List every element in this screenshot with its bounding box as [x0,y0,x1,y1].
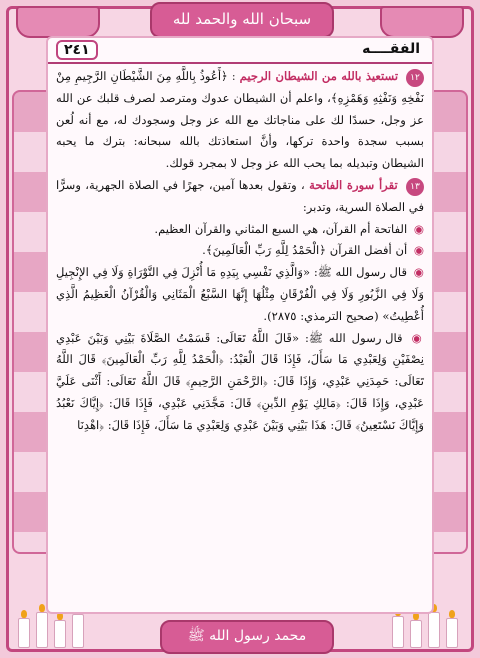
open-book-ornament-left [16,6,100,38]
bullet-text: قال رسول الله ﷺ: «وَالَّذِي نَفْسِي بِيَدِهِ مَا أُنْزِلَ فِي التَّوْرَاةِ وَلَا فِي الإِنْجِيلِ وَلَا فِي الزَّبُورِ وَلَا فِي الْفُرْقَانِ مِثْلُهَا إِنَّهَا السَّبْعُ الْمَثَانِي وَالْقُرْآنُ الْعَظِيمُ الَّذِي أُعْطِيتُ» (صحيح الترمذي: ٢٨٧٥). [56,265,424,323]
paragraph-heading: تستعيذ بالله من الشيطان الرجيم [239,69,399,83]
bullet-item [56,262,424,327]
page-content [46,36,434,614]
bullet-text: الفاتحة أم القرآن، هي السبع المثاني والقرآن العظيم. [154,221,408,236]
open-book-ornament-right [380,6,464,38]
section-title: الفقــــه [362,41,420,57]
bullet-icon: ◉ [413,265,424,280]
body-text [56,66,424,608]
paragraph-number-badge: ١٢ [406,69,424,87]
paragraph-heading: تقرأ سورة الفاتحة [309,177,398,192]
bullet-item [56,240,424,262]
bullet-item [56,328,424,437]
paragraph-text: ، وتقول بعدها آمين، جهرًا في الصلاة الجهرية، وسرًّا في الصلاة السرية، وتدبر: [56,177,424,214]
top-banner: سبحان الله والحمد لله [150,2,334,38]
page-header [48,38,432,64]
paragraph-number-badge: ١٣ [406,178,424,196]
bullet-text: قال رسول الله ﷺ: «قَالَ اللَّهُ تَعَالَى: قَسَمْتُ الصَّلَاةَ بَيْنِي وَبَيْنَ عَبْدِي نِصْفَيْنِ وَلِعَبْدِي مَا سَأَلَ، فَإِذَا قَالَ الْعَبْدُ: ﴿الْحَمْدُ لِلَّهِ رَبِّ الْعَالَمِينَ﴾ قَالَ اللَّهُ تَعَالَى: حَمِدَنِي عَبْدِي، وَإِذَا قَالَ: ﴿الرَّحْمَنِ الرَّحِيمِ﴾ قَالَ اللَّهُ تَعَالَى: أَثْنَى عَلَيَّ عَبْدِي، وَإِذَا قَالَ: ﴿مَالِكِ يَوْمِ الدِّينِ﴾ قَالَ: مَجَّدَنِي عَبْدِي، فَإِذَا قَالَ: ﴿إِيَّاكَ نَعْبُدُ وَإِيَّاكَ نَسْتَعِينُ﴾ قَالَ: هَذَا بَيْنِي وَبَيْنَ عَبْدِي وَلِعَبْدِي مَا سَأَلَ، فَإِذَا قَالَ: ﴿اهْدِنَا [56,330,424,432]
bullet-icon: ◉ [411,330,424,345]
bullet-item [56,219,424,241]
paragraph-13 [56,175,424,219]
paragraph-12: ١٢ تستعيذ بالله من الشيطان الرجيم : ﴿أَعُوذُ بِاللَّهِ مِنَ الشَّيْطَانِ الرَّجِيمِ مِنْ نَفْخِهِ وَنَفْثِهِ وَهَمْزِهِ﴾، واعلم أن الشيطان عدوك ومترصد لصرف قلبك عن الله عز وجل، حسدًا لك على مناجاتك مع الله عز وجل وسجودك له، مع أنه لُعن بسبب سجدة واحدة تركها، وأنَّ استعاذتك بالله سبحانه: بترك ما يحبه الشيطان وتبديله بما يحب الله عز وجل لا بمجرد قولك. [56,69,424,171]
bullet-icon: ◉ [413,221,424,236]
bullet-text: أن أفضل القرآن ﴿الْحَمْدُ لِلَّهِ رَبِّ الْعَالَمِينَ﴾. [202,243,408,258]
bottom-banner: محمد رسول الله ﷺ [160,620,334,654]
bullet-icon: ◉ [413,243,424,258]
page-number: ٢٤١ [56,40,98,60]
paragraph-text: ﴿أَعُوذُ بِاللَّهِ مِنَ الشَّيْطَانِ الرَّجِيمِ مِنْ نَفْخِهِ وَنَفْثِهِ وَهَمْزِهِ﴾، واعلم أن الشيطان عدوك ومترصد لصرف قلبك عن الله عز وجل، حسدًا لك على مناجاتك مع الله عز وجل وسجودك له، مع أنه لُعن بسبب سجدة واحدة تركها، وأنَّ استعاذتك بالله سبحانه: بترك ما يحبه الشيطان وتبديله بما يحب الله عز وجل لا بمجرد قولك. [56,69,424,171]
